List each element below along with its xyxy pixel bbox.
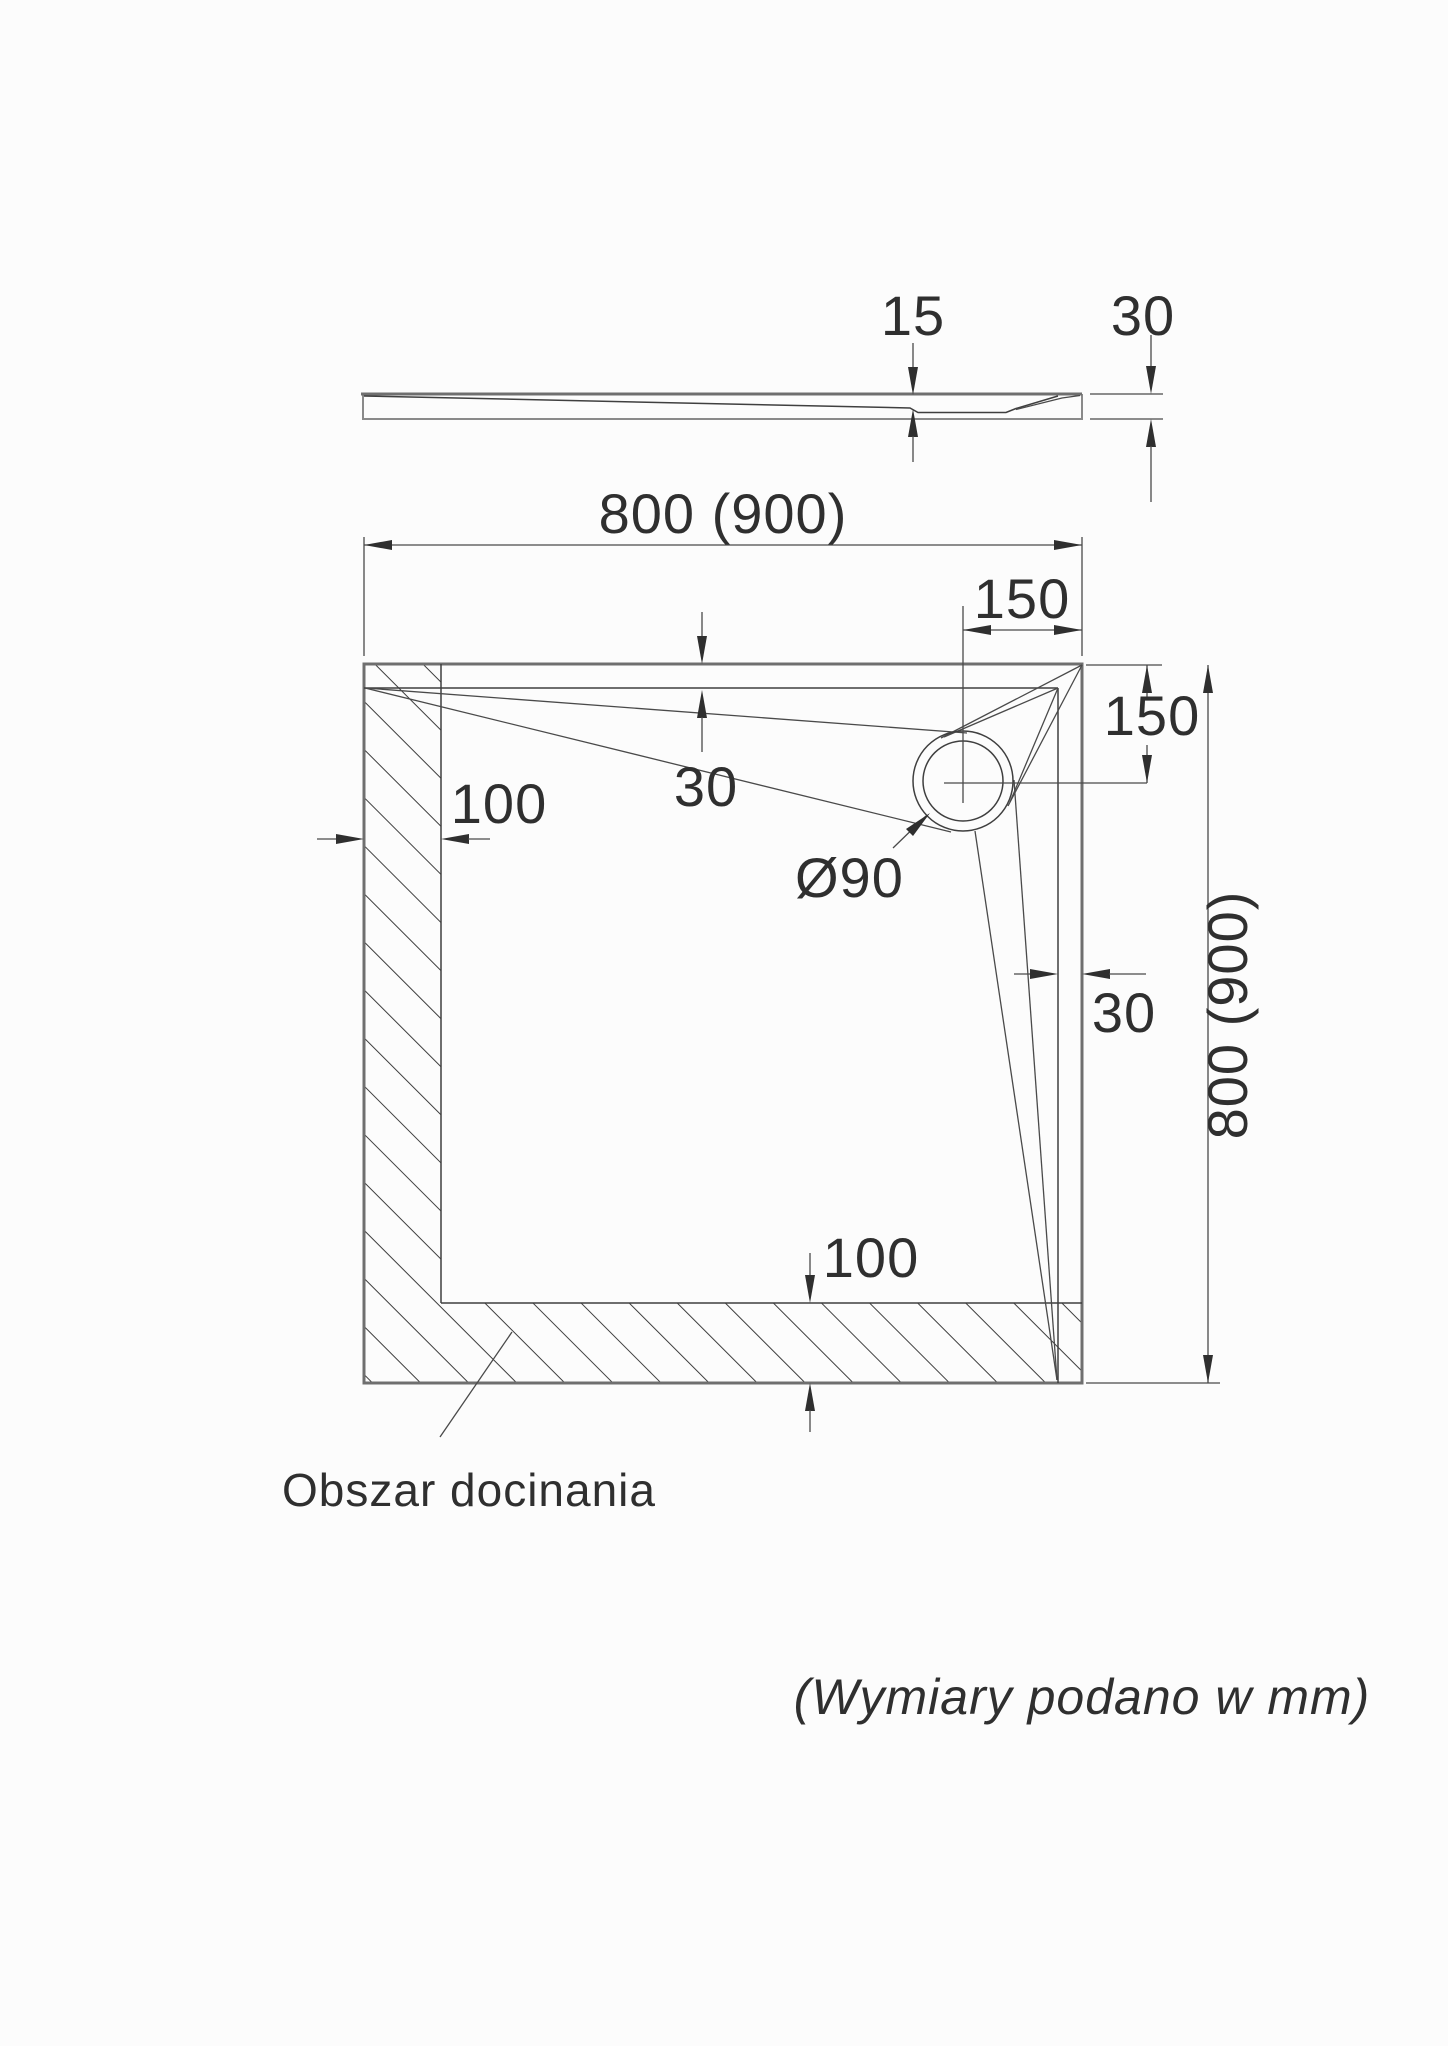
units-note: (Wymiary podano w mm)	[793, 1669, 1371, 1725]
plan-width-dim-label: 800 (900)	[598, 482, 848, 545]
side-depth-dim-label: 15	[880, 284, 946, 347]
drain-offset-top-dim-label: 150	[973, 567, 1071, 630]
left-cut-dim-label: 100	[450, 772, 548, 835]
drain-offset-right-dim-label: 150	[1103, 684, 1201, 747]
cut-area-label: Obszar docinania	[282, 1464, 656, 1516]
side-height-dim-label: 30	[1110, 284, 1176, 347]
right-rim-dim-label: 30	[1091, 981, 1157, 1044]
top-rim-dim-label: 30	[673, 755, 739, 818]
bottom-cut-dim-label: 100	[822, 1226, 920, 1289]
drain-diameter-label: Ø90	[795, 846, 904, 909]
cut-area-left-hatch	[364, 664, 441, 1383]
cut-area-bottom-hatch	[441, 1303, 1082, 1383]
plan-height-dim-label: 800 (900)	[1196, 890, 1259, 1140]
